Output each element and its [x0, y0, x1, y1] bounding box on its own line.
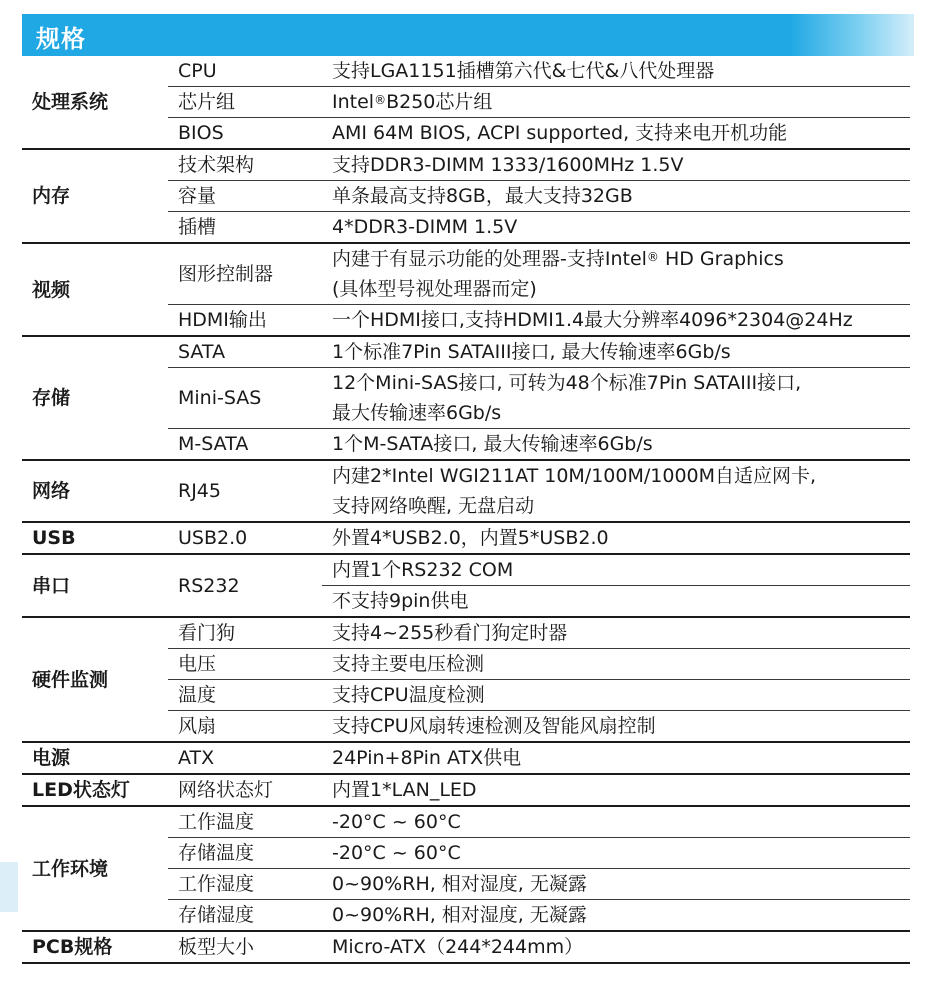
- spec-value-line: 内置1*LAN_LED: [332, 779, 477, 801]
- spec-row: [22, 56, 910, 87]
- spec-item-label: Mini-SAS: [168, 368, 322, 429]
- spec-value-line: 支持CPU风扇转速检测及智能风扇控制: [332, 715, 656, 737]
- spec-item-value: [322, 649, 910, 680]
- spec-category: USB: [22, 522, 168, 554]
- spec-value-line: AMI 64M BIOS, ACPI supported, 支持来电开机功能: [332, 122, 788, 144]
- spec-category: 硬件监测: [22, 617, 168, 742]
- spec-row: [22, 243, 910, 305]
- spec-row: [22, 522, 910, 554]
- spec-row: [22, 617, 910, 649]
- spec-item-label: 温度: [168, 680, 322, 711]
- spec-value-line: 支持主要电压检测: [332, 653, 485, 675]
- spec-value-line: 1个M-SATA接口, 最大传输速率6Gb/s: [332, 433, 653, 455]
- spec-item-value: [322, 118, 910, 150]
- spec-value-line: 单条最高支持8GB，最大支持32GB: [332, 185, 633, 207]
- spec-item-value: [322, 305, 910, 337]
- spec-row: [22, 774, 910, 806]
- spec-item-value: [322, 336, 910, 368]
- spec-row: [22, 806, 910, 838]
- spec-item-label: BIOS: [168, 118, 322, 150]
- spec-item-label: 技术架构: [168, 149, 322, 181]
- spec-item-value: [322, 149, 910, 181]
- spec-category: 内存: [22, 149, 168, 243]
- spec-item-value: [322, 212, 910, 244]
- spec-category: 网络: [22, 460, 168, 522]
- spec-value-line: 支持DDR3-DIMM 1333/1600MHz 1.5V: [332, 154, 684, 176]
- spec-item-value: [322, 586, 910, 618]
- spec-value-line: 4*DDR3-DIMM 1.5V: [332, 216, 518, 238]
- spec-item-label: USB2.0: [168, 522, 322, 554]
- spec-item-value: [322, 711, 910, 743]
- spec-value-line: 支持CPU温度检测: [332, 684, 485, 706]
- spec-item-value: [322, 931, 910, 963]
- spec-item-label: CPU: [168, 56, 322, 87]
- spec-category: 串口: [22, 554, 168, 617]
- spec-item-value: [322, 806, 910, 838]
- spec-value-line: Micro-ATX（244*244mm）: [332, 936, 584, 958]
- spec-item-value: [322, 460, 910, 522]
- spec-item-label: 工作温度: [168, 806, 322, 838]
- spec-row: [22, 931, 910, 963]
- spec-value-line: 24Pin+8Pin ATX供电: [332, 747, 522, 769]
- spec-item-value: [322, 87, 910, 118]
- spec-category: 工作环境: [22, 806, 168, 931]
- spec-table: [22, 56, 910, 964]
- spec-value-line: 不支持9pin供电: [332, 590, 469, 612]
- spec-item-label: 容量: [168, 181, 322, 212]
- spec-value-line: 内建2*Intel WGI211AT 10M/100M/1000M自适应网卡,: [332, 465, 817, 487]
- spec-item-value: [322, 522, 910, 554]
- spec-item-label: SATA: [168, 336, 322, 368]
- spec-value-line: -20°C ~ 60°C: [332, 842, 461, 864]
- spec-category: 存储: [22, 336, 168, 460]
- spec-item-value: [322, 56, 910, 87]
- spec-item-label: M-SATA: [168, 429, 322, 461]
- spec-item-value: [322, 617, 910, 649]
- spec-value-line: 外置4*USB2.0，内置5*USB2.0: [332, 527, 609, 549]
- spec-value-line: 内建于有显示功能的处理器-支持Intel® HD Graphics: [332, 248, 784, 270]
- side-accent-strip: [0, 862, 18, 912]
- spec-category: 电源: [22, 742, 168, 774]
- spec-item-label: HDMI输出: [168, 305, 322, 337]
- spec-item-value: [322, 869, 910, 900]
- spec-item-value: [322, 680, 910, 711]
- spec-value-line: 内置1个RS232 COM: [332, 559, 514, 581]
- spec-value-line: 一个HDMI接口,支持HDMI1.4最大分辨率4096*2304@24Hz: [332, 309, 853, 331]
- spec-row: [22, 742, 910, 774]
- spec-item-label: 电压: [168, 649, 322, 680]
- spec-item-value: [322, 181, 910, 212]
- spec-item-label: 图形控制器: [168, 243, 322, 305]
- spec-item-value: [322, 243, 910, 305]
- spec-item-value: [322, 838, 910, 869]
- spec-header-bar: [22, 14, 914, 56]
- spec-category: 视频: [22, 243, 168, 336]
- spec-item-label: 存储湿度: [168, 900, 322, 932]
- spec-item-value: [322, 554, 910, 586]
- spec-item-label: ATX: [168, 742, 322, 774]
- spec-item-value: [322, 900, 910, 932]
- spec-item-label: RS232: [168, 554, 322, 617]
- spec-item-label: 看门狗: [168, 617, 322, 649]
- spec-item-value: [322, 742, 910, 774]
- spec-value-line: 支持LGA1151插槽第六代&七代&八代处理器: [332, 60, 715, 82]
- spec-item-label: 工作湿度: [168, 869, 322, 900]
- spec-item-value: [322, 368, 910, 429]
- spec-value-line: -20°C ~ 60°C: [332, 811, 461, 833]
- spec-item-label: RJ45: [168, 460, 322, 522]
- spec-category: LED状态灯: [22, 774, 168, 806]
- spec-value-line: 支持4~255秒看门狗定时器: [332, 622, 568, 644]
- spec-row: [22, 460, 910, 522]
- spec-item-value: [322, 429, 910, 461]
- spec-item-label: 芯片组: [168, 87, 322, 118]
- spec-value-line: 支持网络唤醒, 无盘启动: [332, 495, 535, 517]
- spec-value-line: 最大传输速率6Gb/s: [332, 402, 502, 424]
- spec-value-line: 12个Mini-SAS接口, 可转为48个标准7Pin SATAIII接口,: [332, 372, 802, 394]
- spec-row: [22, 149, 910, 181]
- spec-row: [22, 336, 910, 368]
- spec-category: 处理系统: [22, 56, 168, 149]
- spec-value-line: (具体型号视处理器而定): [332, 278, 537, 300]
- spec-item-label: 风扇: [168, 711, 322, 743]
- spec-category: PCB规格: [22, 931, 168, 963]
- spec-item-label: 存储温度: [168, 838, 322, 869]
- spec-item-label: 板型大小: [168, 931, 322, 963]
- page-title: 规格: [36, 25, 86, 53]
- spec-row: [22, 554, 910, 586]
- spec-item-label: 插槽: [168, 212, 322, 244]
- spec-value-line: 0~90%RH, 相对湿度, 无凝露: [332, 873, 587, 895]
- spec-value-line: 0~90%RH, 相对湿度, 无凝露: [332, 904, 587, 926]
- spec-item-label: 网络状态灯: [168, 774, 322, 806]
- spec-value-line: Intel®B250芯片组: [332, 91, 493, 113]
- spec-item-value: [322, 774, 910, 806]
- spec-value-line: 1个标准7Pin SATAIII接口, 最大传输速率6Gb/s: [332, 341, 731, 363]
